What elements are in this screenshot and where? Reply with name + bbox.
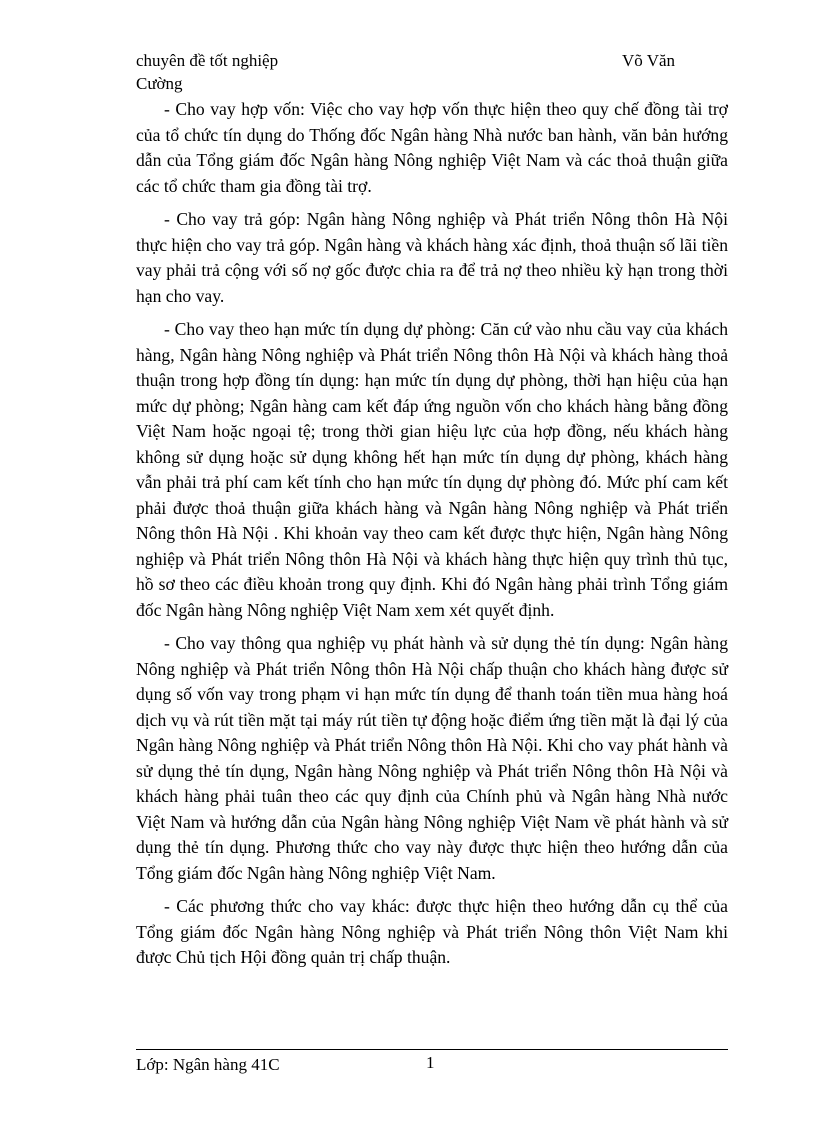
paragraph-the-tin-dung: - Cho vay thông qua nghiệp vụ phát hành và sử dụng thẻ tín dụng: Ngân hàng Nông nghiệp và Phát triển Nông thôn Hà Nội chấp thuận cho khách hàng được sử dụng số vốn vay trong phạm vi hạn mức tín dụng để thanh toán tiền mua hàng hoá dịch vụ và rút tiền mặt tại máy rút tiền tự động hoặc điểm ứng tiền mặt là đại lý của Ngân hàng Nông nghiệp và Phát triển Nông thôn Hà Nội. Khi cho vay phát hành và sử dụng thẻ tín dụng, Ngân hàng Nông nghiệp và Phát triển Nông thôn Hà Nội và khách hàng phải tuân theo các quy định của Chính phủ và Ngân hàng Nhà nước Việt Nam và hướng dẫn của Ngân hàng Nông nghiệp Việt Nam về phát hành và sử dụng thẻ tín dụng. Phương thức cho vay này được thực hiện theo hướng dẫn của Tổng giám đốc Ngân hàng Nông nghiệp Việt Nam. xyxy=(136,633,728,883)
paragraph-cho-vay-tra-gop: - Cho vay trả góp: Ngân hàng Nông nghiệp và Phát triển Nông thôn Hà Nội thực hiện cho vay trả góp. Ngân hàng và khách hàng xác định, thoả thuận số lãi tiền vay phải trả cộng với số nợ gốc được chia ra để trả nợ theo nhiều kỳ hạn trong thời hạn cho vay. xyxy=(136,209,728,306)
header-author: Võ Văn xyxy=(622,51,676,70)
paragraph-han-muc-du-phong: - Cho vay theo hạn mức tín dụng dự phòng: Căn cứ vào nhu cầu vay của khách hàng, Ngân hàng Nông nghiệp và Phát triển Nông thôn Hà Nội và khách hàng thoả thuận trong hợp đồng tín dụng: hạn mức tín dụng dự phòng, thời hạn hiệu của hạn mức dự phòng; Ngân hàng cam kết đáp ứng nguồn vốn cho khách hàng bằng đồng Việt Nam hoặc ngoại tệ; trong thời gian hiệu lực của hợp đồng, nếu khách hàng không sử dụng hoặc sử dụng không hết hạn mức tín dụng dự phòng, khách hàng vẫn phải trả phí cam kết tính cho hạn mức tín dụng dự phòng đó. Mức phí cam kết phải được thoả thuận giữa khách hàng và Ngân hàng Nông nghiệp và Phát triển Nông thôn Hà Nội . Khi khoản vay theo cam kết được thực hiện, Ngân hàng Nông nghiệp và Phát triển Nông thôn Hà Nội và khách hàng thực hiện quy trình thủ tục, hồ sơ theo các điều khoản trong quy định. Khi đó Ngân hàng phải trình Tổng giám đốc Ngân hàng Nông nghiệp Việt Nam xem xét quyết định. xyxy=(136,319,728,620)
paragraph-cho-vay-hop-von: - Cho vay hợp vốn: Việc cho vay hợp vốn thực hiện theo quy chế đồng tài trợ của tổ chức tín dụng do Thống đốc Ngân hàng Nhà nước ban hành, văn bản hướng dẫn của Tổng giám đốc Ngân hàng Nông nghiệp Việt Nam và các thoả thuận giữa các tổ chức tham gia đồng tài trợ. xyxy=(136,99,728,196)
paragraph-phuong-thuc-khac: - Các phương thức cho vay khác: được thực hiện theo hướng dẫn cụ thể của Tổng giám đốc Ngân hàng Nông nghiệp và Phát triển Nông thôn Việt Nam khi được Chủ tịch Hội đồng quản trị chấp thuận. xyxy=(136,896,728,967)
page-number: 1 xyxy=(426,1053,435,1072)
header-title: chuyên đề tốt nghiệp xyxy=(136,51,279,70)
header-author-continuation: Cường xyxy=(136,74,183,93)
running-header xyxy=(136,49,436,95)
document-body xyxy=(136,97,728,979)
footer-divider xyxy=(136,1049,728,1050)
footer-class-label: Lớp: Ngân hàng 41C xyxy=(136,1055,280,1074)
